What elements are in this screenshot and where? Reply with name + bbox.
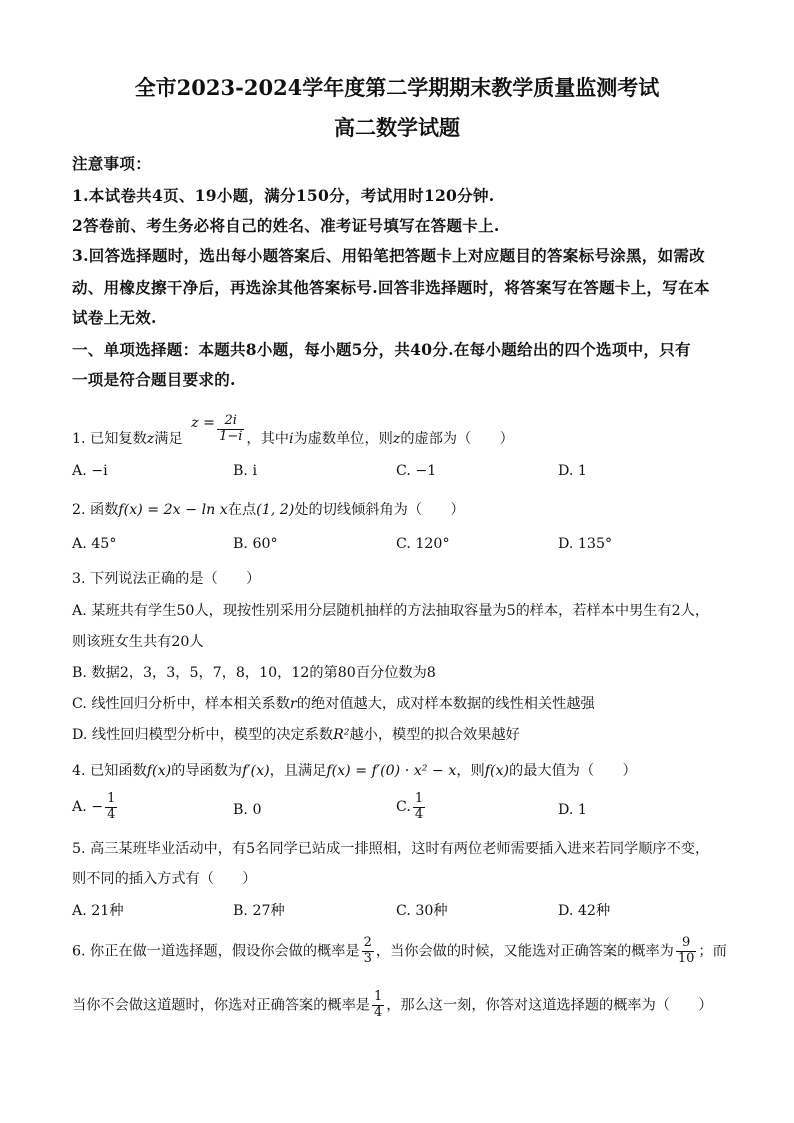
q6-fraction-1: $\frac{2}{3}$ [363,935,372,966]
q5-option-b: B. 27种 [233,903,285,919]
q6-fraction-3: $\frac{1}{4}$ [373,989,383,1020]
question-5-line-1: 5. 高三某班毕业活动中，有5名同学已站成一排照相，这时有两位老师需要插入进来若同学顺序不变， [72,841,710,857]
question-1-stem: 1. 已知复数z满足 z = $\frac{2i}{1-i}$ ，其中i为虚数单位，则z的虚部为（ ） [72,413,514,448]
exam-title: 全市2023-2024学年度第二学期期末教学质量监测考试 [134,75,660,100]
q4-option-d: D. 1 [558,802,587,818]
q4-option-b: B. 0 [233,802,262,818]
q3-option-a-line-1: A. 某班共有学生50人，现按性别采用分层随机抽样的方法抽取容量为5的样本，若样本中男生有2人， [72,603,710,619]
q4-option-c: C. $\frac{1}{4}$ [396,791,424,822]
q2-option-d: D. 135° [558,536,613,552]
section-1-header-line-2: 一项是符合题目要求的. [72,370,236,389]
question-6-line-2: 当你不会做这道题时，你选对正确答案的概率是 $\frac{1}{4}$ ，那么这一刻，你答对这道选择题的概率为（ ） [72,989,713,1020]
q4-option-c-fraction: $\frac{1}{4}$ [414,791,424,822]
q2-option-a: A. 45° [72,536,117,552]
q4-equation: f(x) = f′(0) · x² − x [326,763,457,779]
q5-option-c: C. 30种 [396,903,448,919]
q1-option-a: A. −i [72,463,108,479]
notes-item-3-line-3: 试卷上无效. [72,308,157,327]
notes-heading: 注意事项： [72,154,152,173]
q2-option-b: B. 60° [233,536,278,552]
q2-point: (1, 2) [256,502,295,518]
q4-option-a: A. − $\frac{1}{4}$ [72,791,116,822]
q1-option-b: B. i [233,463,257,479]
q3-option-c: C. 线性回归分析中，样本相关系数r的绝对值越大，成对样本数据的线性相关性越强 [72,696,595,712]
exam-subtitle: 高二数学试题 [334,115,460,140]
question-3-stem: 3. 下列说法正确的是（ ） [72,571,261,587]
q1-fraction: $\frac{2i}{1-i}$ [219,413,243,444]
q1-option-d: D. 1 [558,463,587,479]
q6-fraction-2: $\frac{9}{10}$ [677,935,695,966]
q5-option-a: A. 21种 [72,903,124,919]
q3-option-d: D. 线性回归模型分析中，模型的决定系数R²越小，模型的拟合效果越好 [72,727,520,743]
q3-option-a-line-2: 则该班女生共有20人 [72,634,204,650]
section-1-header-line-1: 一、单项选择题：本题共8小题，每小题5分，共40分.在每小题给出的四个选项中，只有 [72,340,691,359]
q3-option-b: B. 数据2，3，3，5，7，8，10，12的第80百分位数为8 [72,665,436,681]
notes-item-1: 1.本试卷共4页、19小题，满分150分，考试用时120分钟. [72,186,495,205]
q5-option-d: D. 42种 [558,903,611,919]
q2-function: f(x) = 2x − ln x [118,502,228,518]
notes-item-3-line-1: 3.回答选择题时，选出每小题答案后、用铅笔把答题卡上对应题目的答案标号涂黑，如需改 [72,246,705,265]
question-2-stem: 2. 函数f(x) = 2x − ln x在点(1, 2)处的切线倾斜角为（ ） [72,502,465,518]
q4-option-a-fraction: $\frac{1}{4}$ [107,791,116,822]
notes-item-2: 2答卷前、考生务必将自己的姓名、准考证号填写在答题卡上. [72,216,500,235]
q1-option-c: C. −1 [396,463,437,479]
question-5-line-2: 则不同的插入方式有（ ） [72,871,257,887]
question-6-line-1: 6. 你正在做一道选择题，假设你会做的概率是 $\frac{2}{3}$ ，当你会做的时候，又能选对正确答案的概率为 $\frac{9}{10}$ ；而 [72,935,727,966]
notes-item-3-line-2: 动、用橡皮擦干净后，再选涂其他答案标号.回答非选择题时，将答案写在答题卡上，写在本 [72,278,710,297]
q1-z-equals: z = [191,415,216,432]
question-4-stem: 4. 已知函数f(x)的导函数为f′(x)，且满足f(x) = f′(0) · x² − x，则f(x)的最大值为（ ） [72,763,637,779]
q2-option-c: C. 120° [396,536,450,552]
